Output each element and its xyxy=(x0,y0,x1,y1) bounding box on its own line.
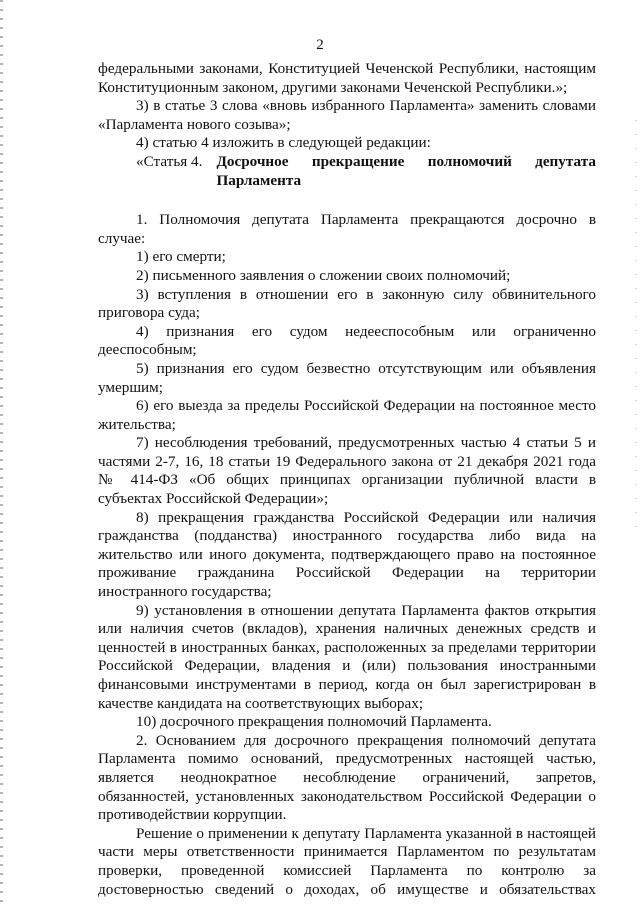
paragraph-amendment-3: 3) в статье 3 слова «вновь избранного Парламента» заменить словами «Парламента нового созыва»; xyxy=(98,97,596,133)
scan-edge-marks-right xyxy=(635,120,637,540)
list-item: 6) его выезда за пределы Российской Федерации на постоянное место жительства; xyxy=(98,397,596,433)
paragraph-part-2: 2. Основанием для досрочного прекращения полномочий депутата Парламента помимо оснований, предусмотренных настоящей частью, является неоднократное несоблюдение ограничений, запретов, обязанностей, установленных законодательством Российской Федерации о противодействии коррупции. xyxy=(98,731,596,824)
article-label: «Статья 4. xyxy=(136,152,203,170)
list-item: 2) письменного заявления о сложении своих полномочий; xyxy=(136,266,511,284)
document-body xyxy=(98,60,596,899)
list-item: 3) вступления в отношении его в законную силу обвинительного приговора суда; xyxy=(98,285,596,322)
list-item: 1) его смерти; xyxy=(136,248,226,266)
scan-edge-marks xyxy=(0,0,3,905)
list-item: 10) досрочного прекращения полномочий Парламента. xyxy=(136,713,492,731)
list-item: 4) признания его судом недееспособным или ограниченно дееспособным; xyxy=(98,322,596,359)
article-heading xyxy=(98,153,596,190)
list-item: 7) несоблюдения требований, предусмотренных частью 4 статьи 5 и частями 2-7, 16, 18 статьи 19 Федерального закона от 21 декабря 2021 года № 414-ФЗ «Об общих принципах организации публичной власти в субъектах Российской Федерации»; xyxy=(98,434,596,508)
spacer xyxy=(98,190,596,211)
paragraph-decision: Решение о применении к депутату Парламента указанной в настоящей части меры ответственности принимается Парламентом по результатам проверки, проведенной комиссией Парламента по контролю за достоверностью сведений о доходах, об имуществе и обязательствах xyxy=(98,824,596,898)
list-item: 5) признания его судом безвестно отсутствующим или объявления умершим; xyxy=(98,359,596,396)
list-item: 8) прекращения гражданства Российской Федерации или наличия гражданства (подданства) иностранного государства либо вида на жительство или иного документа, подтверждающего право на постоянное проживание гражданина Российской Федерации на территории иностранного государства; xyxy=(98,508,596,601)
page-number: 2 xyxy=(316,37,324,53)
list-item: 1. Полномочия депутата Парламента прекращаются досрочно в случае: xyxy=(98,211,596,247)
article-title: Досрочное прекращение полномочий депутата Парламента xyxy=(216,152,596,189)
list-item: 9) установления в отношении депутата Парламента фактов открытия или наличия счетов (вкладов), хранения наличных денежных средств и ценностей в иностранных банках, расположенных за пределами территории Российской Федерации, владения и (или) пользования иностранными финансовыми инструментами в период, когда он был зарегистрирован в качестве кандидата на соответствующих выборах; xyxy=(98,601,596,712)
paragraph-amendment-4: 4) статью 4 изложить в следующей редакции: xyxy=(136,134,431,152)
paragraph-continuation: федеральными законами, Конституцией Чеченской Республики, настоящим Конституционным законом, другими законами Чеченской Республики.»; xyxy=(98,60,596,96)
